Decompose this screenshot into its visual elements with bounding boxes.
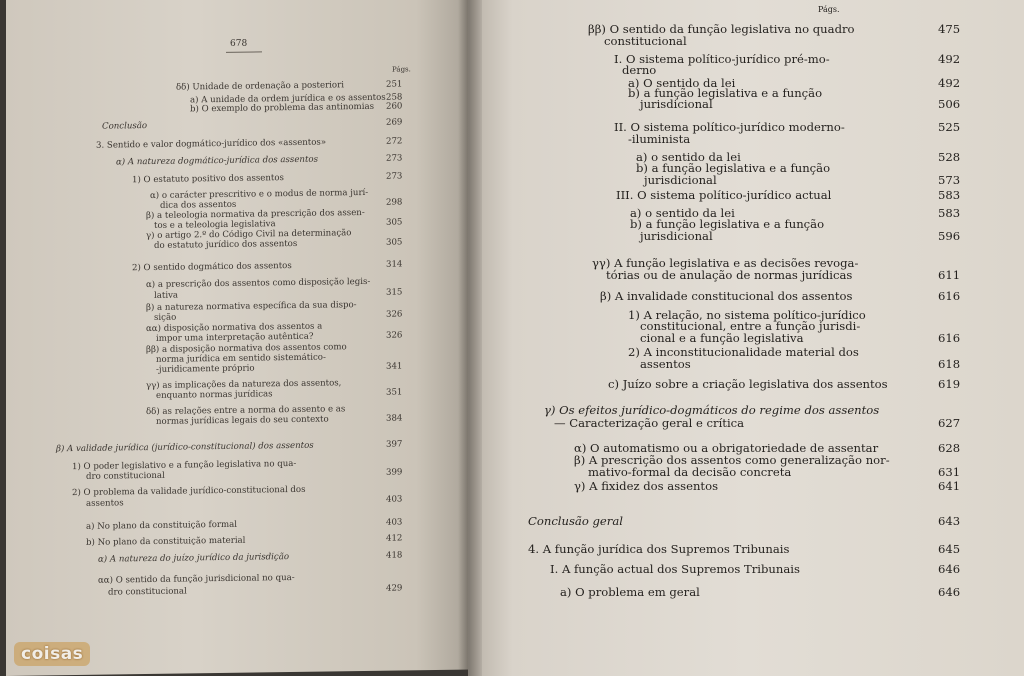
- toc-entry-text: Conclusão: [102, 121, 148, 132]
- toc-page-number: 641: [938, 479, 961, 493]
- toc-page-number: 616: [938, 331, 961, 345]
- toc-page-number: 619: [938, 377, 961, 391]
- toc-page-number: 326: [386, 330, 403, 341]
- toc-page-number: 616: [938, 289, 961, 303]
- toc-entry-text: a) O sentido da lei: [628, 76, 736, 90]
- toc-entry-text: αα) O sentido da função jurisdicional no qua-: [98, 572, 295, 586]
- toc-page-number: 627: [938, 416, 961, 430]
- toc-page-number: 631: [938, 465, 961, 479]
- toc-page-number: 258: [386, 92, 403, 103]
- toc-page-number: 251: [386, 79, 403, 90]
- toc-entry-text: Conclusão geral: [528, 514, 623, 528]
- toc-entry-text: a) No plano da constituição formal: [86, 519, 237, 532]
- toc-entry-text: jurisdicional: [640, 97, 713, 111]
- right-book-page: [468, 0, 1024, 676]
- toc-page-number: 351: [386, 387, 403, 398]
- toc-entry-text: α) O automatismo ou a obrigatoriedade de assentar: [574, 441, 879, 455]
- toc-entry-text: 1) A relação, no sistema político-jurídico: [628, 308, 866, 322]
- toc-entry-text: α) A natureza dogmático-jurídica dos assentos: [116, 154, 318, 168]
- toc-entry-text: dica dos assentos: [160, 199, 237, 211]
- toc-entry-text: 4. A função jurídica dos Supremos Tribunais: [528, 542, 790, 556]
- toc-entry-text: αα) disposição normativa dos assentos a: [146, 321, 323, 335]
- toc-entry-text: normas jurídicas legais do seu contexto: [156, 414, 329, 427]
- toc-page-number: 384: [386, 413, 403, 424]
- toc-page-number: 305: [386, 217, 403, 228]
- toc-page-number: 403: [386, 517, 403, 528]
- toc-entry-text: norma jurídica em sentido sistemático-: [156, 352, 326, 365]
- toc-page-number: 643: [938, 514, 961, 528]
- toc-entry-text: δδ) as relações entre a norma do assento e as: [146, 404, 346, 418]
- toc-page-number: 646: [938, 562, 961, 576]
- toc-entry-text: δδ) Unidade de ordenação a posteriori: [176, 80, 344, 93]
- toc-entry-text: ββ) a disposição normativa dos assentos como: [146, 342, 347, 356]
- toc-page-number: 611: [938, 268, 961, 282]
- toc-entry-text: constitucional: [604, 34, 687, 48]
- toc-page-number: 618: [938, 357, 961, 371]
- toc-entry-text: 2) A inconstitucionalidade material dos: [628, 345, 859, 359]
- toc-page-number: 583: [938, 188, 961, 202]
- toc-entry-text: cional e a função legislativa: [640, 331, 804, 345]
- toc-entry-text: dro constitucional: [86, 470, 165, 482]
- toc-page-number: 645: [938, 542, 961, 556]
- toc-entry-text: b) a função legislativa e a função: [630, 217, 825, 231]
- toc-page-number: 326: [386, 309, 403, 320]
- watermark-logo: coisas: [14, 642, 90, 666]
- toc-page-number: 305: [386, 237, 403, 248]
- toc-entry-text: α) o carácter prescritivo e o modus de norma jurí-: [150, 187, 369, 201]
- toc-page-number: 260: [386, 101, 403, 112]
- toc-entry-text: β) a natureza normativa específica da sua dispo-: [146, 300, 357, 314]
- toc-entry-text: -juridicamente próprio: [156, 363, 255, 375]
- toc-entry-text: sição: [154, 312, 177, 323]
- toc-entry-text: 2) O sentido dogmático dos assentos: [132, 261, 292, 274]
- toc-entry-text: α) a prescrição dos assentos como disposição legis-: [146, 276, 371, 291]
- toc-entry-text: jurisdicional: [640, 229, 713, 243]
- toc-entry-text: γ) A fixidez dos assentos: [574, 479, 719, 493]
- toc-entry-text: a) A unidade da ordem jurídica e os assentos: [190, 92, 386, 106]
- toc-entry-text: mativo-formal da decisão concreta: [588, 465, 792, 479]
- toc-page-number: 646: [938, 585, 961, 599]
- toc-entry-text: β) A prescrição dos assentos como generalização nor-: [574, 453, 890, 467]
- toc-page-number: 583: [938, 206, 961, 220]
- toc-entry-text: I. A função actual dos Supremos Tribunais: [550, 562, 800, 576]
- toc-entry-text: b) No plano da constituição material: [86, 535, 246, 548]
- toc-page-number: 273: [386, 153, 403, 164]
- toc-entry-text: -iluminista: [628, 132, 691, 146]
- toc-entry-text: b) a função legislativa e a função: [636, 161, 831, 175]
- toc-page-number: 573: [938, 173, 961, 187]
- toc-entry-text: a) O problema em geral: [560, 585, 700, 599]
- toc-entry-text: 3. Sentido e valor dogmático-jurídico dos «assentos»: [96, 137, 327, 151]
- toc-page-number: 596: [938, 229, 961, 243]
- pags-label: Págs.: [392, 65, 411, 74]
- toc-entry-text: dro constitucional: [108, 586, 187, 598]
- toc-entry-text: 2) O problema da validade jurídico-constitucional dos: [72, 484, 306, 499]
- toc-page-number: 403: [386, 494, 403, 505]
- toc-entry-text: jurisdicional: [644, 173, 717, 187]
- toc-entry-text: I. O sistema político-jurídico pré-mo-: [614, 52, 830, 66]
- toc-page-number: 314: [386, 259, 403, 270]
- toc-entry-text: lativa: [154, 290, 179, 301]
- toc-entry-text: b) O exemplo do problema das antinomias: [190, 101, 374, 115]
- page-number-rule: [226, 51, 262, 53]
- toc-page-number: 399: [386, 467, 403, 478]
- toc-entry-text: 1) O estatuto positivo dos assentos: [132, 173, 284, 186]
- toc-entry-text: impor uma interpretação autêntica?: [156, 331, 314, 344]
- toc-page-number: 341: [386, 361, 403, 372]
- toc-entry-text: — Caracterização geral e crítica: [554, 416, 745, 430]
- toc-entry-text: β) A invalidade constitucional dos assentos: [600, 289, 853, 303]
- toc-entry-text: tos e a teleologia legislativa: [154, 219, 276, 231]
- toc-entry-text: γγ) A função legislativa e as decisões revoga-: [592, 256, 859, 270]
- toc-entry-text: a) o sentido da lei: [630, 206, 735, 220]
- toc-page-number: 628: [938, 441, 961, 455]
- toc-entry-text: ββ) O sentido da função legislativa no quadro: [588, 22, 855, 36]
- toc-page-number: 397: [386, 439, 403, 450]
- toc-entry-text: derno: [622, 63, 657, 77]
- toc-page-number: 418: [386, 550, 403, 561]
- toc-entry-text: assentos: [640, 357, 691, 371]
- toc-entry-text: enquanto normas jurídicas: [156, 389, 273, 401]
- toc-entry-text: c) Juízo sobre a criação legislativa dos assentos: [608, 377, 888, 391]
- toc-entry-text: II. O sistema político-jurídico moderno-: [614, 120, 845, 134]
- page-number: 678: [230, 38, 248, 49]
- toc-page-number: 492: [938, 76, 961, 90]
- toc-page-number: 528: [938, 150, 961, 164]
- toc-page-number: 475: [938, 22, 961, 36]
- toc-page-number: 525: [938, 120, 961, 134]
- toc-entry-text: β) A validade jurídica (jurídico-constitucional) dos assentos: [56, 440, 314, 455]
- toc-page-number: 298: [386, 197, 403, 208]
- pags-label: Págs.: [818, 5, 840, 14]
- toc-entry-text: tórias ou de anulação de normas jurídicas: [606, 268, 853, 282]
- toc-entry-text: α) A natureza do juízo jurídico da jurisdição: [98, 552, 290, 565]
- toc-entry-text: assentos: [86, 498, 124, 509]
- toc-page-number: 269: [386, 117, 403, 128]
- left-book-page: [6, 0, 472, 676]
- toc-page-number: 273: [386, 171, 403, 182]
- toc-page-number: 506: [938, 97, 961, 111]
- toc-entry-text: constitucional, entre a função jurisdi-: [640, 319, 861, 333]
- toc-page-number: 272: [386, 136, 403, 147]
- toc-entry-text: 1) O poder legislativo e a função legislativa no qua-: [72, 458, 297, 473]
- toc-entry-text: γ) o artigo 2.º do Código Civil na determinação: [146, 228, 352, 242]
- toc-entry-text: III. O sistema político-jurídico actual: [616, 188, 832, 202]
- toc-entry-text: do estatuto jurídico dos assentos: [154, 238, 298, 251]
- toc-entry-text: γ) Os efeitos jurídico-dogmáticos do regime dos assentos: [544, 403, 880, 417]
- book-gutter-shadow: [458, 0, 482, 676]
- toc-entry-text: β) a teleologia normativa da prescrição dos assen-: [146, 207, 365, 222]
- toc-entry-text: b) a função legislativa e a função: [628, 86, 823, 100]
- toc-page-number: 492: [938, 52, 961, 66]
- toc-page-number: 315: [386, 287, 403, 298]
- toc-entry-text: γγ) as implicações da natureza dos assentos,: [146, 378, 342, 392]
- toc-page-number: 412: [386, 533, 403, 544]
- toc-entry-text: a) o sentido da lei: [636, 150, 741, 164]
- toc-page-number: 429: [386, 583, 403, 594]
